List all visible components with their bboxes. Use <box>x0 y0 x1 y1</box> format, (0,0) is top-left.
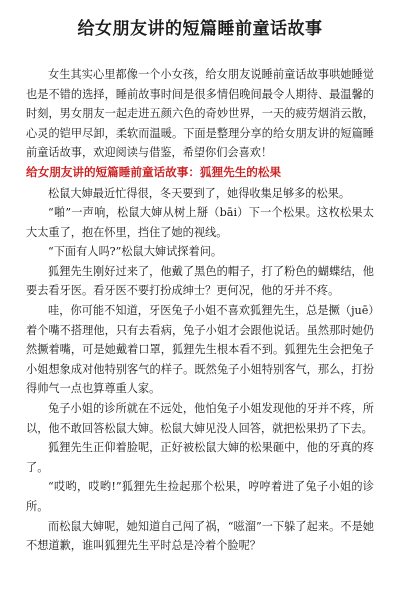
document-title: 给女朋友讲的短篇睡前童话故事 <box>77 19 323 39</box>
story-paragraph: 而松鼠大婶呢，她知道自己闯了祸，“嗞溜”一下躲了起来。不是她不想道歉，谁叫狐狸先生平时总是冷着个脸呢？ <box>26 519 374 553</box>
story-paragraph: 狐狸先生正仰着脸呢，正好被松鼠大婶的松果砸中，他的牙真的疼了。 <box>26 441 374 474</box>
story-body <box>26 184 374 556</box>
intro-paragraph: 女生其实心里都像一个小女孩，给女朋友说睡前童话故事哄她睡觉也是不错的选择，睡前故事时间是很多情侣晚间最令人期待、最温馨的时刻，男女朋友一起走进五颜六色的奇妙世界，一天的疲劳烟消云散，心灵的铠甲尽卸，柔软而温暖。下面是整理分享的给女朋友讲的短篇睡前童话故事，欢迎阅读与借鉴，希望你们会喜欢！ <box>26 68 374 159</box>
story-paragraph: 狐狸先生刚好过来了，他戴了黑色的帽子，打了粉色的蝴蝶结，他要去看牙医。看牙医不要打扮成绅士？更何况，他的牙并不疼。 <box>26 264 374 298</box>
story-paragraph: “下面有人吗?”松鼠大婶试探着问。 <box>48 245 223 259</box>
story-paragraph: 哇，你可能不知道，牙医兔子小姐不喜欢狐狸先生，总是撅（juē）着个嘴不搭理他，只有去看病，兔子小姐才会跟他说话。虽然那时她仍然撅着嘴，可是她戴着口罩，狐狸先生根本看不到。狐狸先生会把兔子小姐想象成对他特别客气的样子。既然兔子小姐特别客气，那么，打扮得帅气一点也算尊重人家。 <box>26 304 374 396</box>
story-paragraph: “哎哟，哎哟!”狐狸先生捡起那个松果，哼哼着进了兔子小姐的诊所。 <box>26 480 374 513</box>
story-paragraph: 兔子小姐的诊所就在不远处，他怕兔子小姐发现他的牙并不疼，所以，他不敢回答松鼠大婶。松鼠大婶见没人回答，就把松果扔了下去。 <box>26 402 374 435</box>
story-paragraph: 松鼠大婶最近忙得很，冬天要到了，她得收集足够多的松果。 <box>48 186 351 200</box>
story-heading: 给女朋友讲的短篇睡前童话故事：狐狸先生的松果 <box>26 164 282 179</box>
story-paragraph: “啪”一声响，松鼠大婶从树上掰（bāi）下一个松果。这枚松果太大太重了，抱在怀里，挡住了她的视线。 <box>26 206 374 239</box>
